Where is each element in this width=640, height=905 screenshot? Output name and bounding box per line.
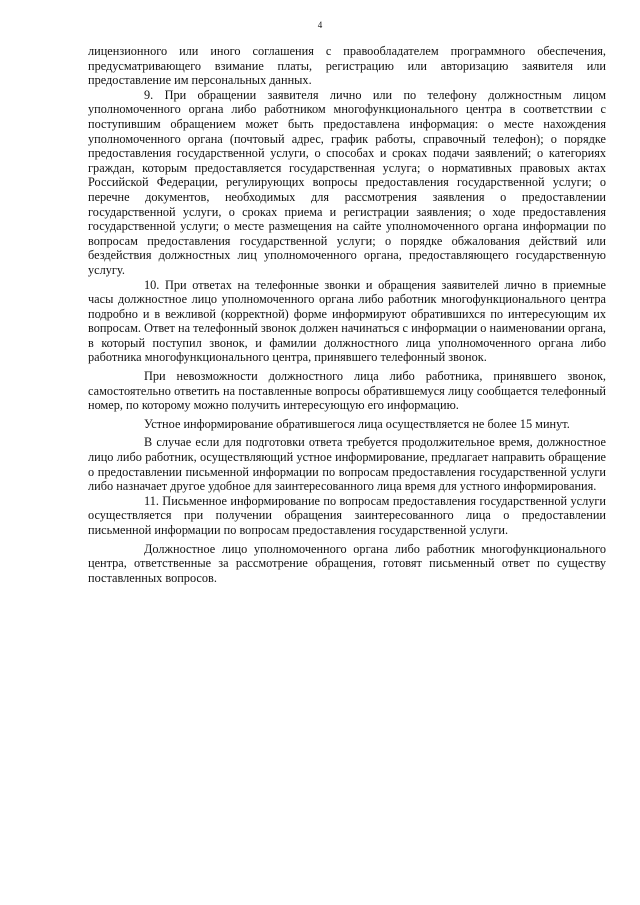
paragraph-item-10: 10. При ответах на телефонные звонки и обращения заявителей лично в приемные часы должностное лицо уполномоченного органа либо работник многофункционального центра подробно и в вежливой (корректной) форме информируют обратившихся по интересующим их вопросам. Ответ на телефонный звонок должен начинаться с информации о наименовании органа, в который поступил звонок, и фамилии должностного лица уполномоченного органа либо работника многофункционального центра, принявшего телефонный звонок. bbox=[88, 277, 606, 365]
paragraph-phone-number-info: При невозможности должностного лица либо работника, принявшего звонок, самостоятельно ответить на поставленные вопросы обратившемуся лицу сообщается телефонный номер, по которому можно получить интересующую его информацию. bbox=[88, 369, 606, 413]
paragraph-long-answer: В случае если для подготовки ответа требуется продолжительное время, должностное лицо либо работник, осуществляющий устное информирование, предлагает направить обращение о предоставлении письменной информации по вопросам предоставления государственной услуги либо назначает другое удобное для заинтересованного лица время для устного информирования. bbox=[88, 435, 606, 494]
paragraph-oral-duration: Устное информирование обратившегося лица осуществляется не более 15 минут. bbox=[144, 416, 570, 431]
paragraph-item-9: 9. При обращении заявителя лично или по телефону должностным лицом уполномоченного органа либо работником многофункционального центра в соответствии с поступившим обращением может быть предоставлена информация: о месте нахождения уполномоченного органа (почтовый адрес, график работы, справочный телефон); о порядке предоставления государственной услуги, о способах и сроках подачи заявлений; о категориях граждан, которым предоставляется государственная услуга; о нормативных правовых актах Российской Федерации, регулирующих вопросы предоставления государственной услуги; о перечне документов, необходимых для рассмотрения заявления о предоставлении государственной услуги, о сроках приема и регистрации заявления; о ходе предоставления государственной услуги; о месте размещения на сайте уполномоченного органа информации по вопросам предоставления государственной услуги; о порядке обжалования действий или бездействия должностных лиц уполномоченного органа, предоставляющего государственную услугу. bbox=[88, 87, 606, 277]
paragraph-written-answer: Должностное лицо уполномоченного органа либо работник многофункционального центра, ответственные за рассмотрение обращения, готовят письменный ответ по существу поставленных вопросов. bbox=[88, 541, 606, 585]
document-body bbox=[88, 44, 606, 585]
page-number: 4 bbox=[317, 20, 323, 30]
paragraph-item-11: 11. Письменное информирование по вопросам предоставления государственной услуги осуществляется при получении обращения заинтересованного лица о предоставлении письменной информации по вопросам предоставления государственной услуги. bbox=[88, 493, 606, 537]
paragraph-continuation: лицензионного или иного соглашения с правообладателем программного обеспечения, предусматривающего взимание платы, регистрацию или авторизацию заявителя или предоставление им персональных данных. bbox=[88, 44, 606, 88]
